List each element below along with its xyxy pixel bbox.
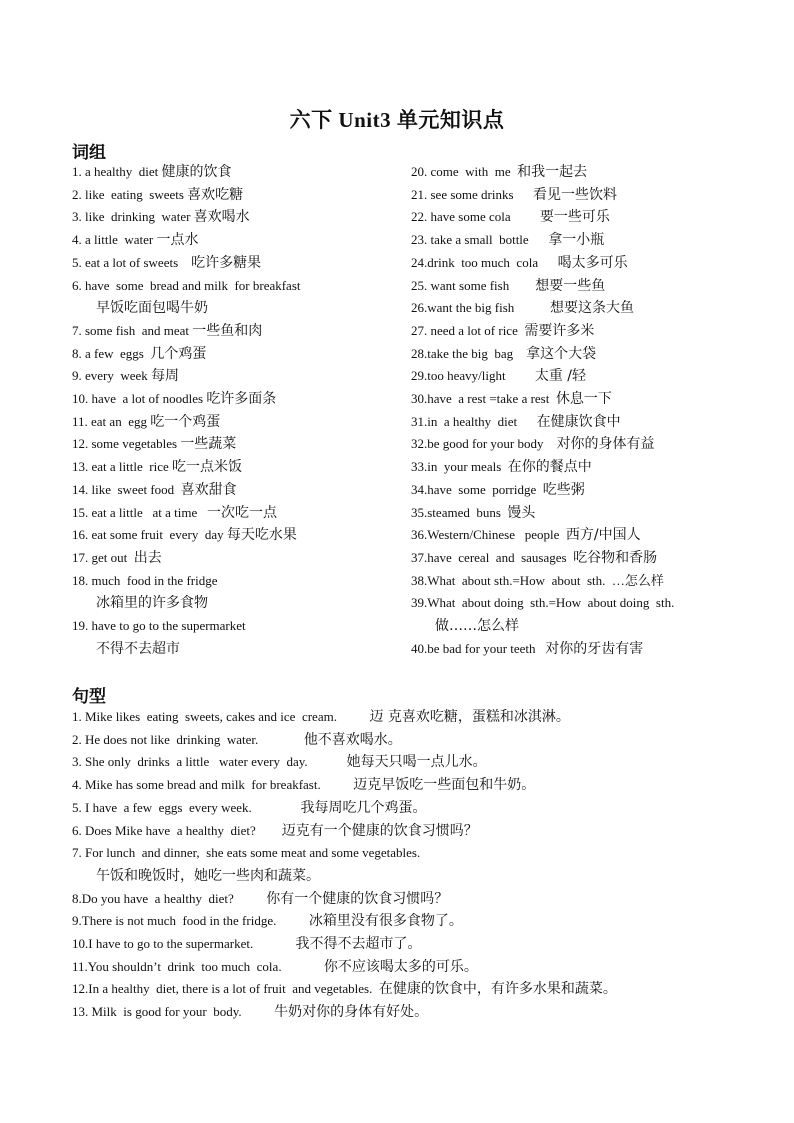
english-text: 12. some vegetables	[72, 436, 181, 452]
sentence-item	[72, 706, 742, 729]
english-text: 8.Do you have a healthy diet?	[72, 890, 267, 906]
english-text: 20. come with me	[411, 164, 518, 179]
chinese-translation: 对你的身体有益	[556, 436, 655, 453]
phrase-item	[411, 592, 741, 615]
chinese-translation: 午饭和晚饭时，她吃一些肉和蔬菜。	[96, 867, 320, 884]
chinese-translation: 她每天只喝一点儿水。	[346, 754, 487, 771]
chinese-translation: 在健康的饮食中，有许多水果和蔬菜。	[378, 981, 617, 998]
chinese-translation: 吃许多糖果	[191, 254, 262, 271]
chinese-translation: 每周	[151, 368, 180, 385]
english-text: 13. eat a little rice	[72, 459, 172, 475]
phrases-heading: 词组	[72, 143, 106, 163]
phrase-item	[72, 388, 407, 411]
chinese-translation: 馒头	[507, 504, 536, 521]
chinese-translation: 早饭吃面包喝牛奶	[96, 300, 208, 317]
page-title: 六下 Unit3 单元知识点	[289, 108, 505, 132]
chinese-translation: 不得不去超市	[96, 640, 180, 657]
english-text: 16. eat some fruit every day	[72, 527, 227, 543]
english-text: 11. eat an egg	[72, 413, 151, 429]
phrase-item	[411, 615, 741, 638]
english-text: 1. Mike likes eating sweets, cakes and ice cream.	[72, 709, 370, 724]
english-text: 2. like eating sweets	[72, 186, 188, 202]
english-text: 21. see some drinks	[411, 186, 534, 202]
english-text: 9. every week	[72, 368, 152, 384]
chinese-translation: 休息一下	[555, 391, 612, 408]
chinese-translation: 喜欢喝水	[193, 209, 250, 226]
english-text: 2. He does not like drinking water.	[72, 731, 304, 747]
phrase-item	[72, 502, 407, 525]
sentence-item	[72, 956, 742, 979]
chinese-translation: 几个鸡蛋	[150, 345, 207, 362]
english-text: 1. a healthy diet	[72, 164, 162, 179]
chinese-translation: 做……怎么样	[435, 618, 519, 635]
chinese-translation: 吃一个鸡蛋	[150, 413, 221, 430]
phrase-item	[411, 206, 741, 229]
chinese-translation: 看见一些饮料	[533, 186, 618, 203]
chinese-translation: 你不应该喝太多的可乐。	[323, 958, 478, 975]
chinese-translation: 太重 /轻	[534, 368, 587, 385]
english-text: 11.You shouldn’t drink too much cola.	[72, 958, 324, 974]
phrase-item	[411, 433, 741, 456]
phrase-item	[411, 638, 741, 661]
chinese-translation: 一些蔬菜	[180, 436, 237, 453]
english-text: 36.Western/Chinese people	[411, 527, 566, 543]
chinese-translation: 吃许多面条	[206, 391, 277, 408]
chinese-translation: 要一些可乐	[539, 209, 610, 226]
phrases-left-column	[72, 161, 407, 660]
phrase-item	[72, 592, 407, 615]
chinese-translation: 迈 克喜欢吃糖，蛋糕和冰淇淋。	[369, 709, 570, 725]
chinese-translation: 想要一些鱼	[535, 277, 606, 294]
sentence-item	[72, 774, 742, 797]
english-text: 6. have some bread and milk for breakfast	[72, 277, 301, 293]
phrase-item	[72, 411, 407, 434]
english-text: 8. a few eggs	[72, 345, 151, 361]
english-text: 27. need a lot of rice	[411, 322, 525, 338]
sentence-item	[72, 842, 742, 865]
english-text: 40.be bad for your teeth	[411, 640, 546, 656]
english-text: 4. Mike has some bread and milk for breakfast.	[72, 777, 354, 793]
phrases-right-column	[411, 161, 741, 660]
english-text: 28.take the big bag	[411, 345, 527, 361]
phrase-item	[72, 275, 407, 298]
sentences-list	[72, 706, 742, 1024]
phrase-item	[411, 184, 741, 207]
phrase-item	[411, 161, 741, 184]
phrase-item	[411, 320, 741, 343]
english-text: 19. have to go to the supermarket	[72, 618, 246, 634]
phrase-item	[72, 252, 407, 275]
english-text: 26.want the big fish	[411, 300, 551, 316]
english-text: 30.have a rest =take a rest	[411, 391, 556, 407]
chinese-translation: 一些鱼和肉	[192, 322, 263, 339]
phrase-item	[411, 479, 741, 502]
phrase-item	[72, 365, 407, 388]
phrase-item	[411, 275, 741, 298]
english-text: 3. She only drinks a little water every day.	[72, 754, 347, 770]
phrase-item	[72, 615, 407, 638]
chinese-translation: 需要许多米	[524, 322, 595, 339]
english-text: 24.drink too much cola	[411, 254, 558, 270]
phrase-item	[72, 433, 407, 456]
phrase-item	[411, 388, 741, 411]
phrase-item	[72, 320, 407, 343]
english-text: 6. Does Mike have a healthy diet?	[72, 822, 282, 838]
english-text: 34.have some porridge	[411, 481, 543, 497]
english-text: 13. Milk is good for your body.	[72, 1004, 275, 1020]
sentence-item	[72, 729, 742, 752]
english-text: 5. I have a few eggs every week.	[72, 799, 301, 815]
english-text: 5. eat a lot of sweets	[72, 254, 192, 270]
chinese-translation: 你有一个健康的饮食习惯吗？	[266, 890, 449, 907]
phrase-item	[411, 343, 741, 366]
english-text: 12.In a healthy diet, there is a lot of fruit and vegetables.	[72, 981, 379, 997]
english-text: 35.steamed buns	[411, 504, 508, 520]
chinese-translation: 我不得不去超市了。	[295, 936, 422, 953]
chinese-translation: 喝太多可乐	[557, 254, 628, 271]
phrase-item	[72, 184, 407, 207]
chinese-translation: 喜欢吃糖	[187, 186, 244, 203]
english-text: 18. much food in the fridge	[72, 572, 218, 588]
phrase-item	[72, 161, 407, 184]
sentences-heading: 句型	[72, 687, 106, 707]
phrase-item	[411, 547, 741, 570]
english-text: 29.too heavy/light	[411, 368, 535, 384]
english-text: 9.There is not much food in the fridge.	[72, 913, 309, 929]
phrase-item	[411, 502, 741, 525]
sentence-item	[72, 933, 742, 956]
sentence-item	[72, 751, 742, 774]
chinese-translation: 西方/中国人	[565, 527, 641, 544]
phrase-item	[411, 229, 741, 252]
english-text: 17. get out	[72, 549, 134, 565]
sentence-item	[72, 820, 742, 843]
chinese-translation: 在你的餐点中	[507, 459, 592, 476]
chinese-translation: 和我一起去	[517, 164, 588, 180]
english-text: 39.What about doing sth.=How about doing sth.	[411, 595, 675, 611]
phrase-item	[411, 252, 741, 275]
english-text: 37.have cereal and sausages	[411, 549, 574, 565]
chinese-translation: 一点水	[156, 232, 199, 249]
sentence-item	[72, 1001, 742, 1024]
english-text: 10.I have to go to the supermarket.	[72, 936, 296, 952]
english-text: 23. take a small bottle	[411, 232, 549, 248]
chinese-translation: 冰箱里的许多食物	[96, 595, 208, 612]
phrase-item	[72, 570, 407, 593]
chinese-translation: 拿这个大袋	[526, 345, 597, 362]
phrase-item	[72, 547, 407, 570]
chinese-translation: 健康的饮食	[161, 164, 232, 180]
sentence-item	[72, 888, 742, 911]
phrase-item	[72, 456, 407, 479]
chinese-translation: 一次吃一点	[207, 504, 278, 521]
english-text: 4. a little water	[72, 232, 157, 248]
phrase-item	[72, 638, 407, 661]
english-text: 33.in your meals	[411, 459, 508, 475]
sentence-item	[72, 865, 742, 888]
chinese-translation: 对你的牙齿有害	[545, 640, 644, 657]
english-text: 15. eat a little at a time	[72, 504, 208, 520]
chinese-translation: 我每周吃几个鸡蛋。	[300, 799, 427, 816]
chinese-translation: 想要这条大鱼	[550, 300, 635, 317]
phrase-item	[411, 456, 741, 479]
sentence-item	[72, 797, 742, 820]
english-text: 14. like sweet food	[72, 481, 181, 497]
chinese-translation: 牛奶对你的身体有好处。	[274, 1004, 429, 1021]
english-text: 38.What about sth.=How about sth. …怎么样	[411, 572, 664, 588]
phrase-item	[72, 297, 407, 320]
english-text: 10. have a lot of noodles	[72, 391, 207, 407]
phrase-item	[72, 229, 407, 252]
chinese-translation: 迈克早饭吃一些面包和牛奶。	[353, 777, 536, 794]
chinese-translation: 吃些粥	[542, 481, 585, 498]
sentence-item	[72, 978, 742, 1001]
phrase-item	[411, 297, 741, 320]
chinese-translation: 他不喜欢喝水。	[303, 731, 402, 748]
chinese-translation: 吃谷物和香肠	[573, 549, 658, 566]
phrase-item	[411, 570, 741, 593]
chinese-translation: 每天吃水果	[226, 527, 297, 544]
english-text: 25. want some fish	[411, 277, 536, 293]
english-text: 22. have some cola	[411, 209, 540, 225]
phrase-item	[411, 365, 741, 388]
english-text: 31.in a healthy diet	[411, 413, 537, 429]
sentence-item	[72, 910, 742, 933]
phrase-item	[72, 479, 407, 502]
phrase-item	[411, 524, 741, 547]
phrase-item	[72, 343, 407, 366]
phrase-item	[72, 524, 407, 547]
chinese-translation: 在健康饮食中	[536, 413, 621, 430]
english-text: 7. For lunch and dinner, she eats some meat and some vegetables.	[72, 845, 421, 861]
english-text: 7. some fish and meat	[72, 322, 193, 338]
chinese-translation: 喜欢甜食	[180, 481, 237, 498]
chinese-translation: 拿一小瓶	[548, 232, 605, 249]
chinese-translation: 冰箱里没有很多食物了。	[308, 913, 463, 930]
chinese-translation: 出去	[133, 549, 162, 566]
english-text: 3. like drinking water	[72, 209, 194, 225]
phrase-item	[72, 206, 407, 229]
chinese-translation: 迈克有一个健康的饮食习惯吗？	[281, 822, 478, 839]
phrase-item	[411, 411, 741, 434]
english-text: 32.be good for your body	[411, 436, 557, 452]
chinese-translation: 吃一点米饭	[171, 459, 242, 476]
